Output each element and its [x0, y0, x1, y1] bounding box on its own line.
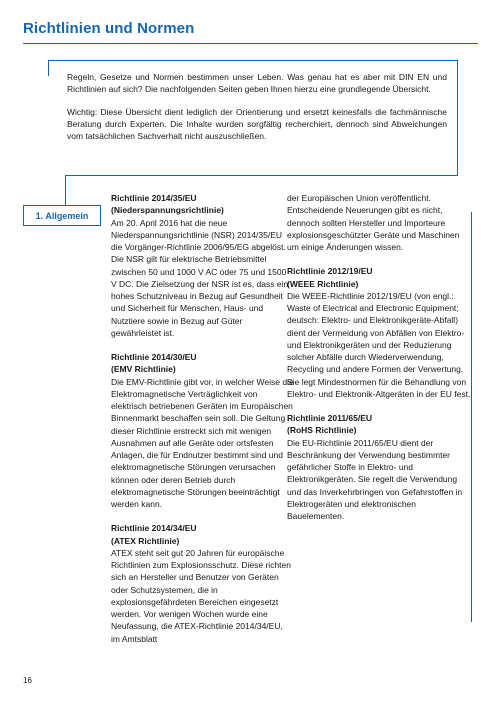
intro-frame-bottom: [65, 175, 458, 176]
directive-body: Am 20. April 2016 hat die neue Niederspannungsrichtlinie (NSR) 2014/35/EU die Vorgänger-Richtlinie 2006/95/EG abgelöst. Die NSR gilt für elektrische Betriebsmittel zwischen 50 und 1000 V AC oder 75 und 1500 V DC. Die Zielsetzung der NSR ist es, dass ein hohes Schutzniveau in Bezug auf Gesundheit und Sicherheit für Menschen, Haus- und Nutztiere sowie in Bezug auf Güter gewährleistet ist.: [111, 217, 289, 338]
section-label: 1. Allgemein: [23, 205, 101, 226]
directive-block: [111, 192, 294, 339]
title-divider: [23, 43, 478, 44]
directive-subtitle: (EMV Richtlinie): [111, 364, 176, 375]
directive-subtitle: (RoHS Richtlinie): [287, 425, 357, 436]
directive-block: [287, 412, 471, 522]
left-column: [111, 192, 294, 657]
intro-frame-top: [48, 60, 458, 61]
content-frame-right: [471, 212, 472, 622]
directive-title: Richtlinie 2014/35/EU: [111, 193, 197, 203]
page-number: 16: [23, 676, 32, 685]
directive-block: [111, 351, 294, 510]
directive-body: ATEX steht seit gut 20 Jahren für europäische Richtlinien zum Explosionsschutz. Diese richten sich an Hersteller und Benutzer von Geräten oder Schutzsystemen, die in explosionsgefährdeten Bereichen eingesetzt werden. Vor wenigen Wochen wurde eine Neufassung, die ATEX-Richtlinie 2014/34/EU, im Amtsblatt: [111, 547, 291, 644]
directive-block: [287, 265, 471, 400]
intro-frame-right: [457, 60, 458, 175]
directive-title: Richtlinie 2011/65/EU: [287, 413, 373, 423]
directive-subtitle: (WEEE Richtlinie): [287, 278, 359, 289]
directive-title: Richtlinie 2014/34/EU: [111, 523, 197, 534]
directive-block: [111, 522, 294, 645]
page-title: Richtlinien und Normen: [23, 20, 195, 37]
intro-paragraph: Regeln, Gesetze und Normen bestimmen unser Leben. Was genau hat es aber mit DIN EN und Richtlinien auf sich? Die nachfolgenden Seiten geben Ihnen hierzu eine grundlegende Übersicht.: [67, 72, 447, 94]
intro-text: [67, 71, 447, 153]
continuation-block: [287, 192, 471, 253]
directive-title: Richtlinie 2012/19/EU: [287, 266, 373, 277]
directive-body: Die EMV-Richtlinie gibt vor, in welcher Weise die Elektromagnetische Verträglichkeit von elektrisch betriebenen Geräten im Europäischen Binnenmarkt beschaffen sein soll. Die Geltung dieser Richtlinie erstreckt sich mit wenigen Ausnahmen auf alle Geräte oder ortsfesten Anlagen, die für Endnutzer bestimmt sind und elektromagnetische Störungen verursachen können oder deren Betrieb durch elektromagnetische Störungen beeinträchtigt werden kann.: [111, 376, 294, 509]
right-column: [287, 192, 471, 534]
continuation-text: der Europäischen Union veröffentlicht. Entscheidende Neuerungen gibt es nicht, dennoch sollten Hersteller und Importeure explosionsgeschützter Geräte und Maschinen um einige Änderungen wissen.: [287, 193, 460, 252]
directive-subtitle: (Niederspannungsrichtlinie): [111, 205, 224, 216]
directive-subtitle: (ATEX Richtlinie): [111, 535, 180, 546]
directive-body: Die WEEE-Richtlinie 2012/19/EU (von engl.: Waste of Electrical and Electronic Equipment; deutsch: Elektro- und Elektronikgeräte-Abfall) dient der Vermeidung von Abfällen von Elektro- und Elektronikgeräten und der Reduzierung solcher Abfälle durch Wiederverwendung, Recycling und andere Formen der Verwertung. Sie legt Mindestnormen für die Behandlung von Elektro- und Elektronik-Altgeräten in der EU fest.: [287, 290, 471, 399]
intro-frame-left: [48, 60, 49, 76]
directive-title: Richtlinie 2014/30/EU: [111, 352, 197, 362]
disclaimer-paragraph: Wichtig: Diese Übersicht dient lediglich der Orientierung und ersetzt keinesfalls die fachmännische Beratung durch Experten. Die Inhalte wurden sorgfältig recherchiert, dennoch sind Abweichungen vom tatsächlichen Sachverhalt nicht auszuschließen.: [67, 107, 447, 141]
directive-body: Die EU-Richtlinie 2011/65/EU dient der Beschränkung der Verwendung bestimmter gefährlicher Stoffe in Elektro- und Elektronikgeräten. Sie regelt die Verwendung und das Inverkehrbringen von Gefahrstoffen in Elektrogeräten und elektronischen Bauelementen.: [287, 437, 463, 521]
